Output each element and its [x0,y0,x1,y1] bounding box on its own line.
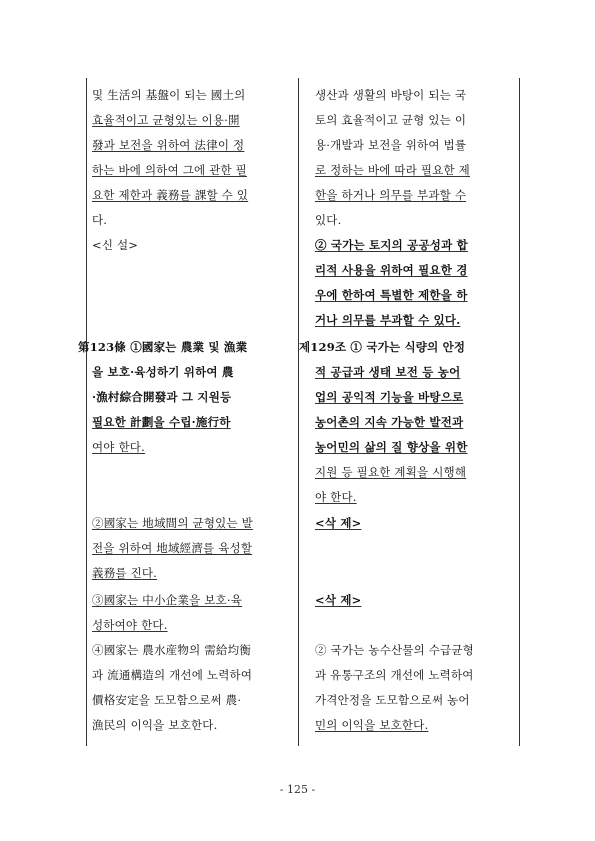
comparison-table [78,78,520,746]
right-line: ② 국가는 토지의 공공성과 합 [315,238,468,252]
right-line: 업의 공익적 기능을 바탕으로 [315,390,464,404]
right-deleted-marker-1 [315,511,513,536]
left-line: 과 流通構造의 개선에 노력하여 [92,668,253,682]
right-line: 리적 사용을 위하여 필요한 경 [315,263,468,277]
left-line: ②國家는 地域間의 균형있는 발 [92,516,253,530]
page-number: - 125 - [279,783,316,796]
left-line: 發과 보전을 위하여 法律이 정 [92,138,245,152]
left-line: ·漁村綜合開發과 그 지원등 [92,390,232,404]
left-line: 다. [92,213,108,227]
right-border [519,78,520,746]
left-line: 효율적이고 균형있는 이용·開 [92,113,240,127]
right-line: 제129조 ① 국가는 식량의 안정 [299,340,466,354]
left-line: 전을 위하여 地域經濟를 육성할 [92,541,253,555]
left-line: ③國家는 中小企業을 보호·육 [92,593,243,607]
right-line: 로 정하는 바에 따라 필요한 제 [315,163,470,177]
left-paragraph-2 [92,511,292,586]
left-line: <신 설> [92,238,139,252]
right-line: 가격안정을 도모함으로써 농어 [315,693,470,707]
left-paragraph-4 [92,638,292,738]
right-article-129-body [315,360,513,510]
right-line: ② 국가는 농수산물의 수급균형 [315,643,474,657]
left-line: 여야 한다. [92,440,145,454]
left-line: 하는 바에 의하여 그에 관한 필 [92,163,247,177]
right-line: <삭 제> [315,593,362,607]
left-border [86,78,87,746]
right-line: 야 한다. [315,490,357,504]
left-line: 을 보호·육성하기 위하여 農 [92,365,234,379]
right-article-129 [299,335,517,360]
right-deleted-marker-2 [315,588,513,613]
left-line: 第123條 ①國家는 農業 및 漁業 [78,340,248,354]
column-divider [298,78,299,746]
right-line: 있다. [315,213,342,227]
right-line: 용·개발과 보전을 위하여 법률 [315,138,467,152]
right-paragraph-2-new [315,233,513,333]
right-paragraph-2-amended [315,638,513,738]
right-line: 토의 효율적이고 균형 있는 이 [315,113,467,127]
left-line: 義務를 진다. [92,566,158,580]
left-article-123 [78,335,278,360]
left-line: 요한 제한과 義務를 課할 수 있 [92,188,249,202]
right-line: 민의 이익을 보호한다. [315,718,429,732]
right-line: 거나 의무를 부과할 수 있다. [315,313,461,327]
left-block-1 [92,83,292,233]
left-paragraph-3 [92,588,292,638]
right-line: 생산과 생활의 바탕이 되는 국 [315,88,467,102]
right-line: 과 유통구조의 개선에 노력하여 [315,668,474,682]
left-line: 및 生活의 基盤이 되는 國土의 [92,88,246,102]
left-article-123-body [92,360,292,460]
right-line: 지원 등 필요한 계획을 시행해 [315,465,467,479]
left-line: ④國家는 農水産物의 需給均衡 [92,643,252,657]
right-line: <삭 제> [315,516,362,530]
right-block-1 [315,83,513,233]
right-line: 농어민의 삶의 질 향상을 위한 [315,440,468,454]
right-line: 농어촌의 지속 가능한 발전과 [315,415,464,429]
left-line: 漁民의 이익을 보호한다. [92,718,218,732]
left-line: 價格安定을 도모함으로써 農· [92,693,242,707]
left-line: 필요한 計劃을 수립·施行하 [92,415,231,429]
right-line: 한을 하거나 의무를 부과할 수 [315,188,467,202]
left-line: 성하여야 한다. [92,618,168,632]
right-line: 적 공급과 생태 보전 등 농어 [315,365,461,379]
left-new-provision-marker [92,233,292,258]
right-line: 우에 한하여 특별한 제한을 하 [315,288,468,302]
